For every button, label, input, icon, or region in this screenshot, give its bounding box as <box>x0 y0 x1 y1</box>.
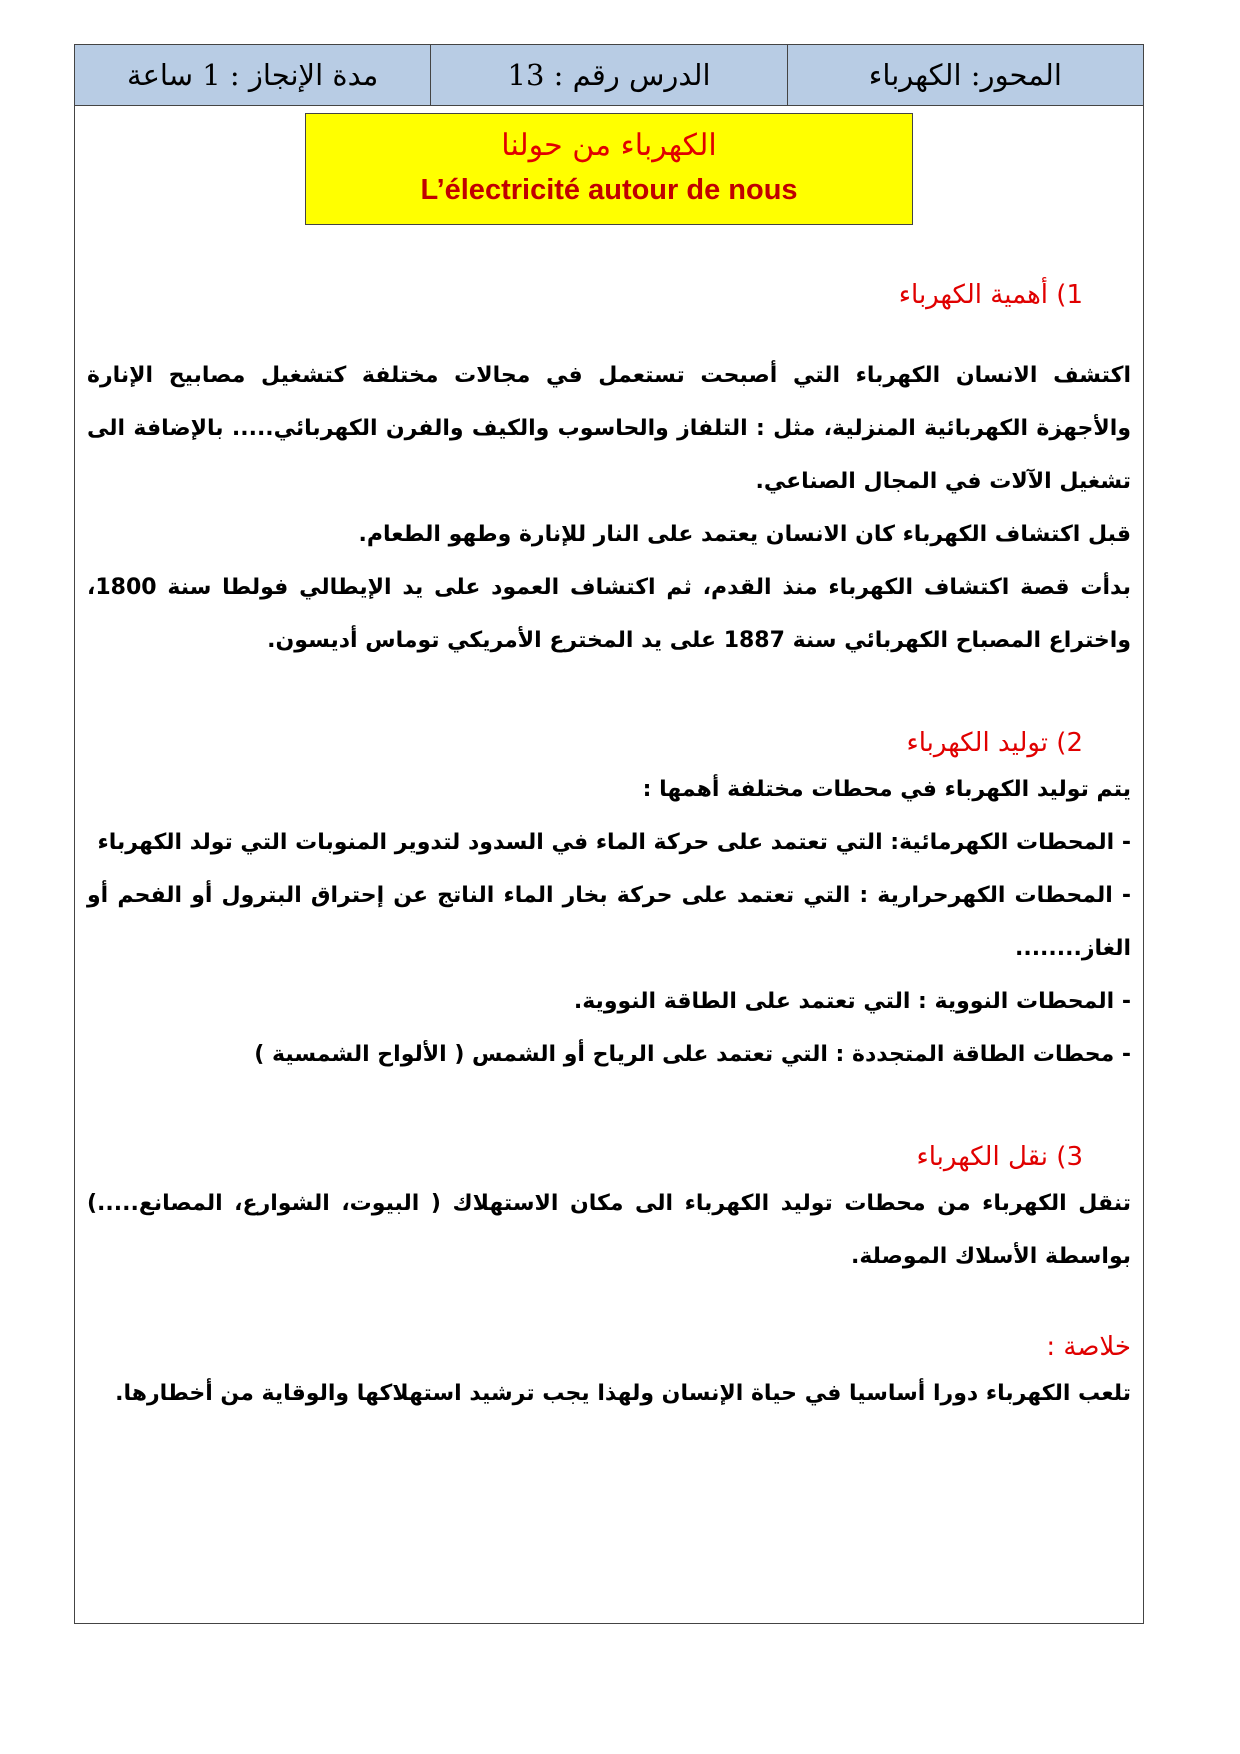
summary-heading: خلاصة : <box>1046 1332 1131 1362</box>
list-item: - المحطات النووية : التي تعتمد على الطاقة النووية. <box>573 989 1131 1014</box>
lesson-content <box>87 275 1131 1420</box>
list-item: - محطات الطاقة المتجددة : التي تعتمد على الرياح أو الشمس ( الألواح الشمسية ) <box>254 1042 1131 1067</box>
lesson-number-cell: الدرس رقم : 13 <box>431 45 787 105</box>
section-transport <box>87 1137 1131 1283</box>
section-importance <box>87 275 1131 667</box>
section-heading: 1) أهمية الكهرباء <box>898 280 1083 310</box>
section-summary <box>87 1327 1131 1420</box>
duration-cell: مدة الإنجاز : 1 ساعة <box>75 45 431 105</box>
paragraph: تنقل الكهرباء من محطات توليد الكهرباء الى مكان الاستهلاك ( البيوت، الشوارع، المصانع.....) بواسطة الأسلاك الموصلة. <box>87 1191 1131 1269</box>
paragraph: اكتشف الانسان الكهرباء التي أصبحت تستعمل في مجالات مختلفة كتشغيل مصابيح الإنارة والأجهزة الكهربائية المنزلية، مثل : التلفاز والحاسوب والكيف والفرن الكهربائي..... بالإضافة الى تشغيل الآلات في المجال الصناعي. <box>87 363 1131 494</box>
section-heading: 2) توليد الكهرباء <box>906 728 1083 758</box>
list-item: - المحطات الكهرحرارية : التي تعتمد على حركة بخار الماء الناتج عن إحتراق البترول أو الفحم أو الغاز........ <box>87 883 1131 961</box>
section-generation <box>87 723 1131 1081</box>
header-table <box>75 45 1143 106</box>
paragraph: قبل اكتشاف الكهرباء كان الانسان يعتمد على النار للإنارة وطهو الطعام. <box>358 522 1131 547</box>
paragraph: تلعب الكهرباء دورا أساسيا في حياة الإنسان ولهذا يجب ترشيد استهلاكها والوقاية من أخطارها. <box>115 1381 1131 1406</box>
paragraph: بدأت قصة اكتشاف الكهرباء منذ القدم، ثم اكتشاف العمود على يد الإيطالي فولطا سنة 1800، واختراع المصباح الكهربائي سنة 1887 على يد المخترع الأمريكي توماس أديسون. <box>87 575 1131 653</box>
title-box <box>305 113 913 225</box>
axis-cell: المحور: الكهرباء <box>868 58 1062 92</box>
worksheet-frame <box>74 44 1144 1624</box>
title-french: L’électricité autour de nous <box>420 174 798 206</box>
list-item: - المحطات الكهرمائية: التي تعتمد على حركة الماء في السدود لتدوير المنوبات التي تولد الكهرباء <box>97 830 1131 855</box>
section-heading: 3) نقل الكهرباء <box>916 1142 1083 1172</box>
list-intro: يتم توليد الكهرباء في محطات مختلفة أهمها : <box>642 777 1131 802</box>
title-arabic: الكهرباء من حولنا <box>501 128 717 163</box>
